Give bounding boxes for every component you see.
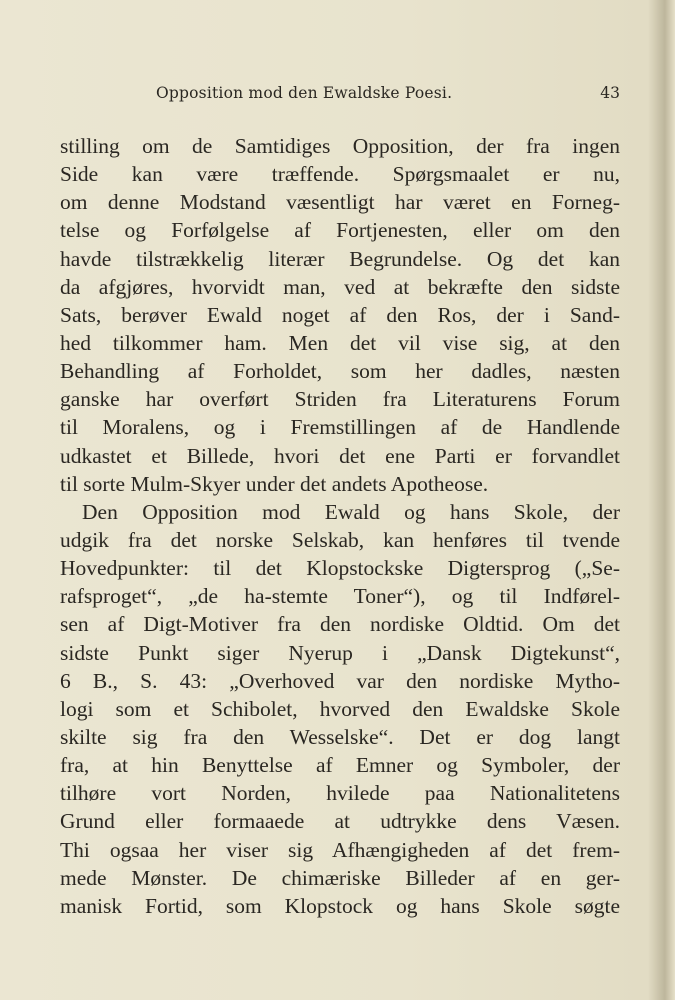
text-line: Side kan være træffende. Spørgsmaalet er nu, bbox=[60, 162, 620, 187]
text-line: fra, at hin Benyttelse af Emner og Symboler, der bbox=[60, 753, 620, 778]
text-line: tilhøre vort Norden, hvilede paa Nationalitetens bbox=[60, 781, 620, 806]
text-line: til sorte Mulm-Skyer under det andets Apotheose. bbox=[60, 471, 489, 496]
text-line: telse og Forfølgelse af Fortjenesten, eller om den bbox=[60, 218, 620, 243]
text-line: Grund eller formaaede at udtrykke dens Væsen. bbox=[60, 809, 620, 834]
text-line: da afgjøres, hvorvidt man, ved at bekræfte den sidste bbox=[60, 274, 620, 299]
text-line: 6 B., S. 43: „Overhoved var den nordiske Mytho- bbox=[60, 668, 620, 693]
text-line: Hovedpunkter: til det Klopstockske Digtersprog („Se- bbox=[60, 556, 620, 581]
text-line: Behandling af Forholdet, som her dadles, næsten bbox=[60, 359, 620, 384]
text-line: logi som et Schibolet, hvorved den Ewaldske Skole bbox=[60, 696, 620, 721]
text-line: havde tilstrækkelig literær Begrundelse. Og det kan bbox=[60, 246, 620, 271]
text-line: om denne Modstand væsentligt har været en Forneg- bbox=[60, 190, 620, 215]
text-line: udkastet et Billede, hvori det ene Parti er forvandlet bbox=[60, 443, 620, 468]
text-line: rafsproget“, „de ha-stemte Toner“), og til Indførel- bbox=[60, 584, 620, 609]
text-line: til Moralens, og i Fremstillingen af de Handlende bbox=[60, 415, 620, 440]
text-line: udgik fra det norske Selskab, kan henføres til tvende bbox=[60, 527, 620, 552]
paragraph-start-line: Den Opposition mod Ewald og hans Skole, der bbox=[82, 499, 620, 524]
text-line: sen af Digt-Motiver fra den nordiske Oldtid. Om det bbox=[60, 612, 620, 637]
body-text bbox=[60, 132, 620, 920]
text-line: sidste Punkt siger Nyerup i „Dansk Digtekunst“, bbox=[60, 640, 620, 665]
running-header bbox=[60, 84, 620, 106]
text-line: ganske har overført Striden fra Literaturens Forum bbox=[60, 387, 620, 412]
text-line: Sats, berøver Ewald noget af den Ros, der i Sand- bbox=[60, 302, 620, 327]
text-line: Thi ogsaa her viser sig Afhængigheden af det frem- bbox=[60, 837, 620, 862]
page-number: 43 bbox=[600, 84, 620, 102]
text-line: stilling om de Samtidiges Opposition, der fra ingen bbox=[60, 134, 620, 158]
text-line: skilte sig fra den Wesselske“. Det er dog langt bbox=[60, 724, 620, 749]
text-line: mede Mønster. De chimæriske Billeder af en ger- bbox=[60, 865, 620, 890]
text-line: manisk Fortid, som Klopstock og hans Skole søgte bbox=[60, 893, 620, 918]
text-line: hed tilkommer ham. Men det vil vise sig, at den bbox=[60, 330, 620, 355]
running-title: Opposition mod den Ewaldske Poesi. bbox=[156, 84, 453, 102]
